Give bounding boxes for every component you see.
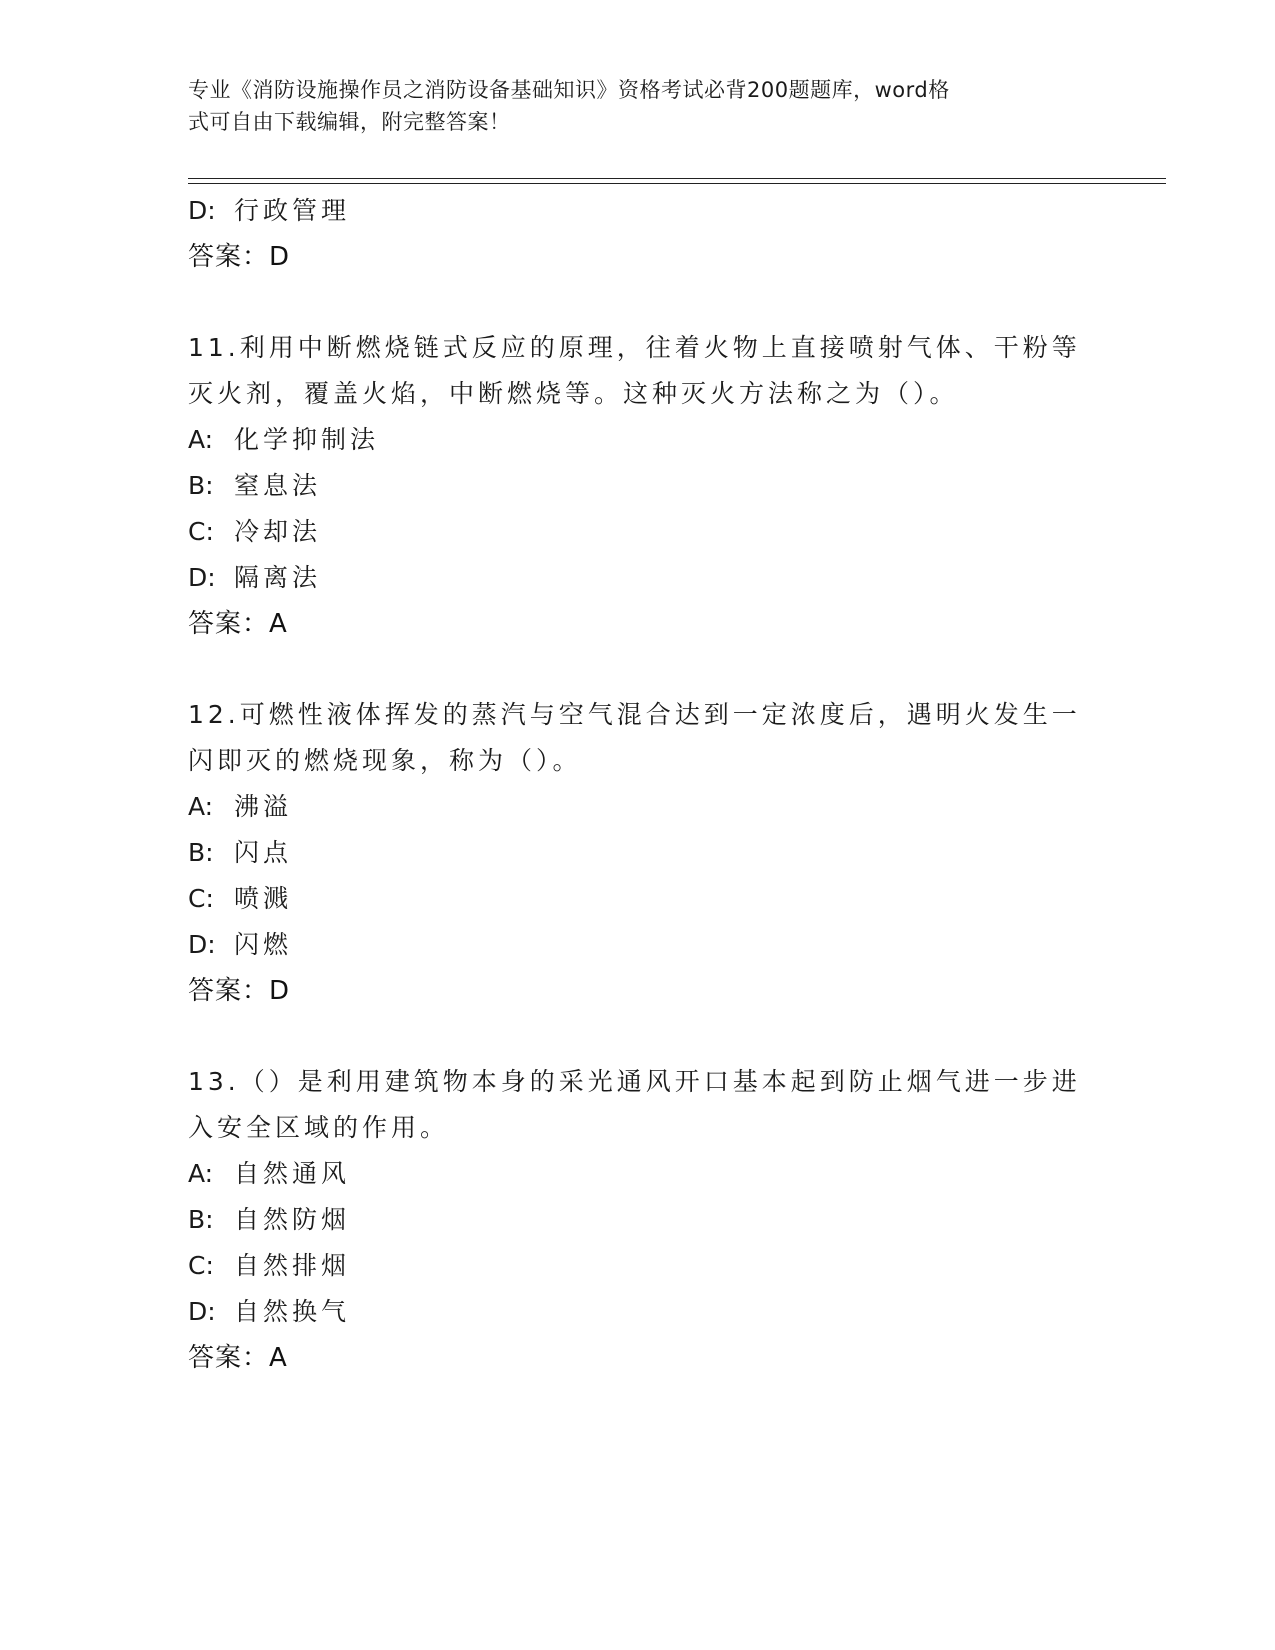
option-letter: C: xyxy=(188,884,214,913)
option-text: 自然通风 xyxy=(234,1159,351,1188)
header-line-2: 式可自由下载编辑，附完整答案！ xyxy=(188,110,511,134)
option-letter: A: xyxy=(188,425,214,454)
question-13-option-d xyxy=(188,1289,1088,1335)
option-letter: A: xyxy=(188,1159,214,1188)
option-text: 沸溢 xyxy=(234,792,293,821)
question-11-text xyxy=(188,325,1088,417)
option-text: 喷溅 xyxy=(234,884,293,913)
option-text: 自然换气 xyxy=(234,1297,351,1326)
question-11-option-d xyxy=(188,555,1088,601)
spacer xyxy=(188,1014,1088,1059)
question-11-option-c xyxy=(188,509,1088,555)
option-letter: A: xyxy=(188,792,214,821)
prev-option-d xyxy=(188,188,1088,234)
option-letter: D: xyxy=(188,196,216,225)
option-letter: B: xyxy=(188,1205,214,1234)
question-line: 13.（）是利用建筑物本身的采光通风开口基本起到防止烟气进一步进 xyxy=(188,1067,1081,1096)
question-12-option-c xyxy=(188,876,1088,922)
question-13-option-a xyxy=(188,1151,1088,1197)
spacer xyxy=(188,280,1088,325)
option-text: 闪点 xyxy=(234,838,293,867)
question-11-option-a xyxy=(188,417,1088,463)
question-13-option-c xyxy=(188,1243,1088,1289)
option-text: 自然防烟 xyxy=(234,1205,351,1234)
option-text: 隔离法 xyxy=(234,563,322,592)
question-11-option-b xyxy=(188,463,1088,509)
option-letter: C: xyxy=(188,517,214,546)
option-text: 行政管理 xyxy=(234,196,351,225)
spacer xyxy=(188,647,1088,692)
question-13-answer: 答案：A xyxy=(188,1343,288,1373)
question-12-option-b xyxy=(188,830,1088,876)
question-line: 闪即灭的燃烧现象，称为（）。 xyxy=(188,746,582,775)
question-line: 11.利用中断燃烧链式反应的原理，往着火物上直接喷射气体、干粉等 xyxy=(188,333,1081,362)
question-12-option-d xyxy=(188,922,1088,968)
question-11-answer: 答案：A xyxy=(188,609,288,639)
option-text: 冷却法 xyxy=(234,517,322,546)
question-12-option-a xyxy=(188,784,1088,830)
option-text: 闪燃 xyxy=(234,930,293,959)
option-text: 窒息法 xyxy=(234,471,322,500)
option-text: 自然排烟 xyxy=(234,1251,351,1280)
option-text: 化学抑制法 xyxy=(234,425,380,454)
header-divider-top xyxy=(188,178,1166,179)
question-line: 12.可燃性液体挥发的蒸汽与空气混合达到一定浓度后，遇明火发生一 xyxy=(188,700,1081,729)
question-13-option-b xyxy=(188,1197,1088,1243)
question-12-text xyxy=(188,692,1088,784)
option-letter: B: xyxy=(188,838,214,867)
option-letter: D: xyxy=(188,930,216,959)
prev-answer: 答案：D xyxy=(188,242,291,272)
option-letter: D: xyxy=(188,563,216,592)
question-12-answer: 答案：D xyxy=(188,976,291,1006)
question-13-text xyxy=(188,1059,1088,1151)
option-letter: D: xyxy=(188,1297,216,1326)
header-line-1: 专业《消防设施操作员之消防设备基础知识》资格考试必背200题题库，word格 xyxy=(188,78,950,102)
document-header xyxy=(188,74,1088,138)
question-line: 灭火剂，覆盖火焰，中断燃烧等。这种灭火方法称之为（）。 xyxy=(188,379,959,408)
question-content xyxy=(188,188,1088,1381)
option-letter: C: xyxy=(188,1251,214,1280)
option-letter: B: xyxy=(188,471,214,500)
header-divider-bottom xyxy=(188,183,1166,184)
question-line: 入安全区域的作用。 xyxy=(188,1113,450,1142)
